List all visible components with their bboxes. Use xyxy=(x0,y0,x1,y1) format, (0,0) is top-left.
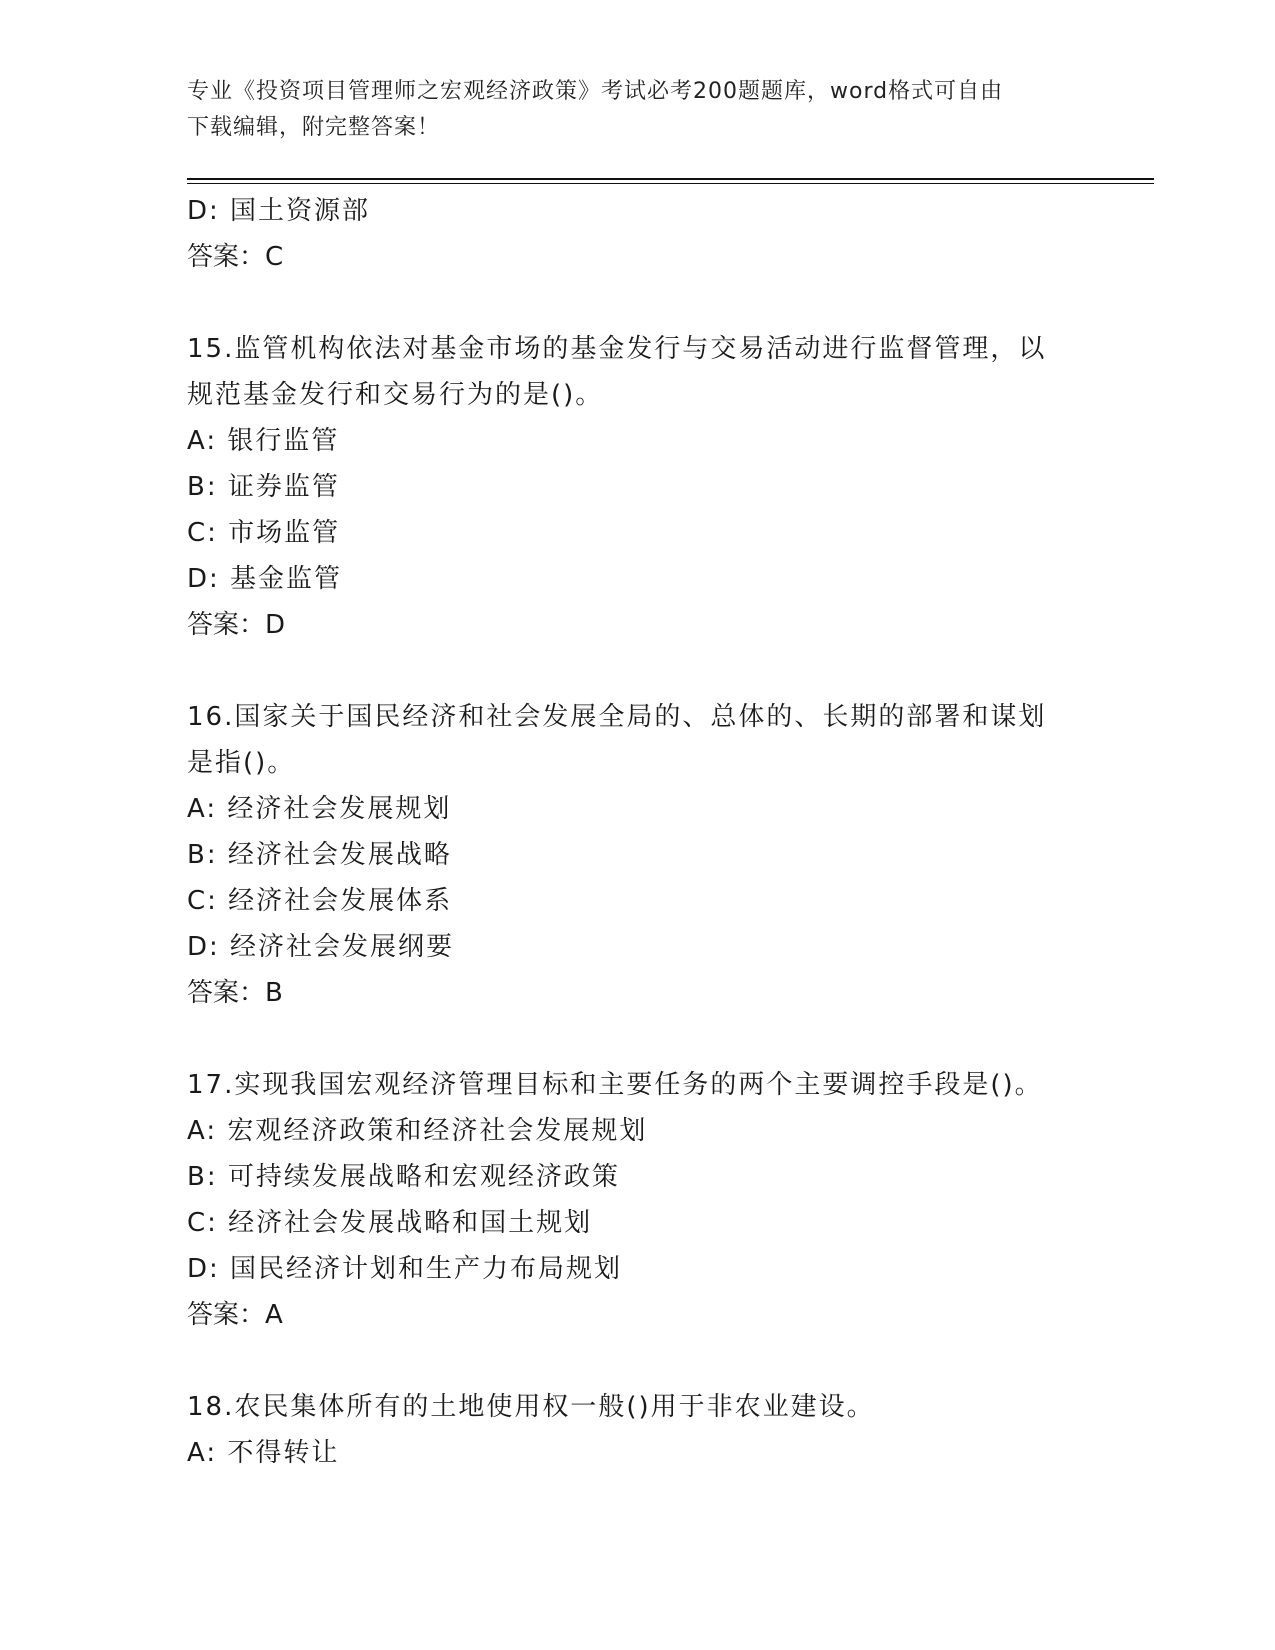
option-d: D: 国土资源部 xyxy=(187,196,371,226)
option-a: A: 经济社会发展规划 xyxy=(187,794,452,824)
question-text-line-2: 是指()。 xyxy=(187,748,296,778)
question-text-line-1: 18.农民集体所有的土地使用权一般()用于非农业建设。 xyxy=(187,1392,875,1422)
spacer xyxy=(187,1016,1087,1062)
question-18 xyxy=(187,1384,1087,1476)
option-a: A: 银行监管 xyxy=(187,426,340,456)
question-text-line-2: 规范基金发行和交易行为的是()。 xyxy=(187,380,604,410)
document-body xyxy=(187,188,1087,1476)
question-16 xyxy=(187,694,1087,1016)
option-c: C: 经济社会发展战略和国土规划 xyxy=(187,1208,593,1238)
question-15 xyxy=(187,326,1087,648)
spacer xyxy=(187,1338,1087,1384)
spacer xyxy=(187,648,1087,694)
option-a: A: 不得转让 xyxy=(187,1438,340,1468)
option-b: B: 可持续发展战略和宏观经济政策 xyxy=(187,1162,620,1192)
header-line-1: 专业《投资项目管理师之宏观经济政策》考试必考200题题库，word格式可自由 xyxy=(187,79,1004,104)
option-d: D: 基金监管 xyxy=(187,564,343,594)
question-17 xyxy=(187,1062,1087,1338)
option-c: C: 经济社会发展体系 xyxy=(187,886,453,916)
option-b: B: 经济社会发展战略 xyxy=(187,840,452,870)
option-c: C: 市场监管 xyxy=(187,518,341,548)
answer-line: 答案：A xyxy=(187,1300,283,1330)
option-b: B: 证券监管 xyxy=(187,472,340,502)
question-text-line-1: 16.国家关于国民经济和社会发展全局的、总体的、长期的部署和谋划 xyxy=(187,702,1047,732)
option-a: A: 宏观经济政策和经济社会发展规划 xyxy=(187,1116,648,1146)
answer-line: 答案：C xyxy=(187,242,284,272)
previous-question-tail xyxy=(187,188,1087,280)
question-text-line-1: 17.实现我国宏观经济管理目标和主要任务的两个主要调控手段是()。 xyxy=(187,1070,1043,1100)
document-header xyxy=(187,74,1087,146)
spacer xyxy=(187,280,1087,326)
header-divider-thick xyxy=(187,178,1154,180)
header-divider-thin xyxy=(187,183,1154,184)
option-d: D: 经济社会发展纲要 xyxy=(187,932,455,962)
answer-line: 答案：D xyxy=(187,610,286,640)
header-line-2: 下载编辑，附完整答案！ xyxy=(187,115,441,140)
question-text-line-1: 15.监管机构依法对基金市场的基金发行与交易活动进行监督管理，以 xyxy=(187,334,1047,364)
option-d: D: 国民经济计划和生产力布局规划 xyxy=(187,1254,623,1284)
answer-line: 答案：B xyxy=(187,978,283,1008)
